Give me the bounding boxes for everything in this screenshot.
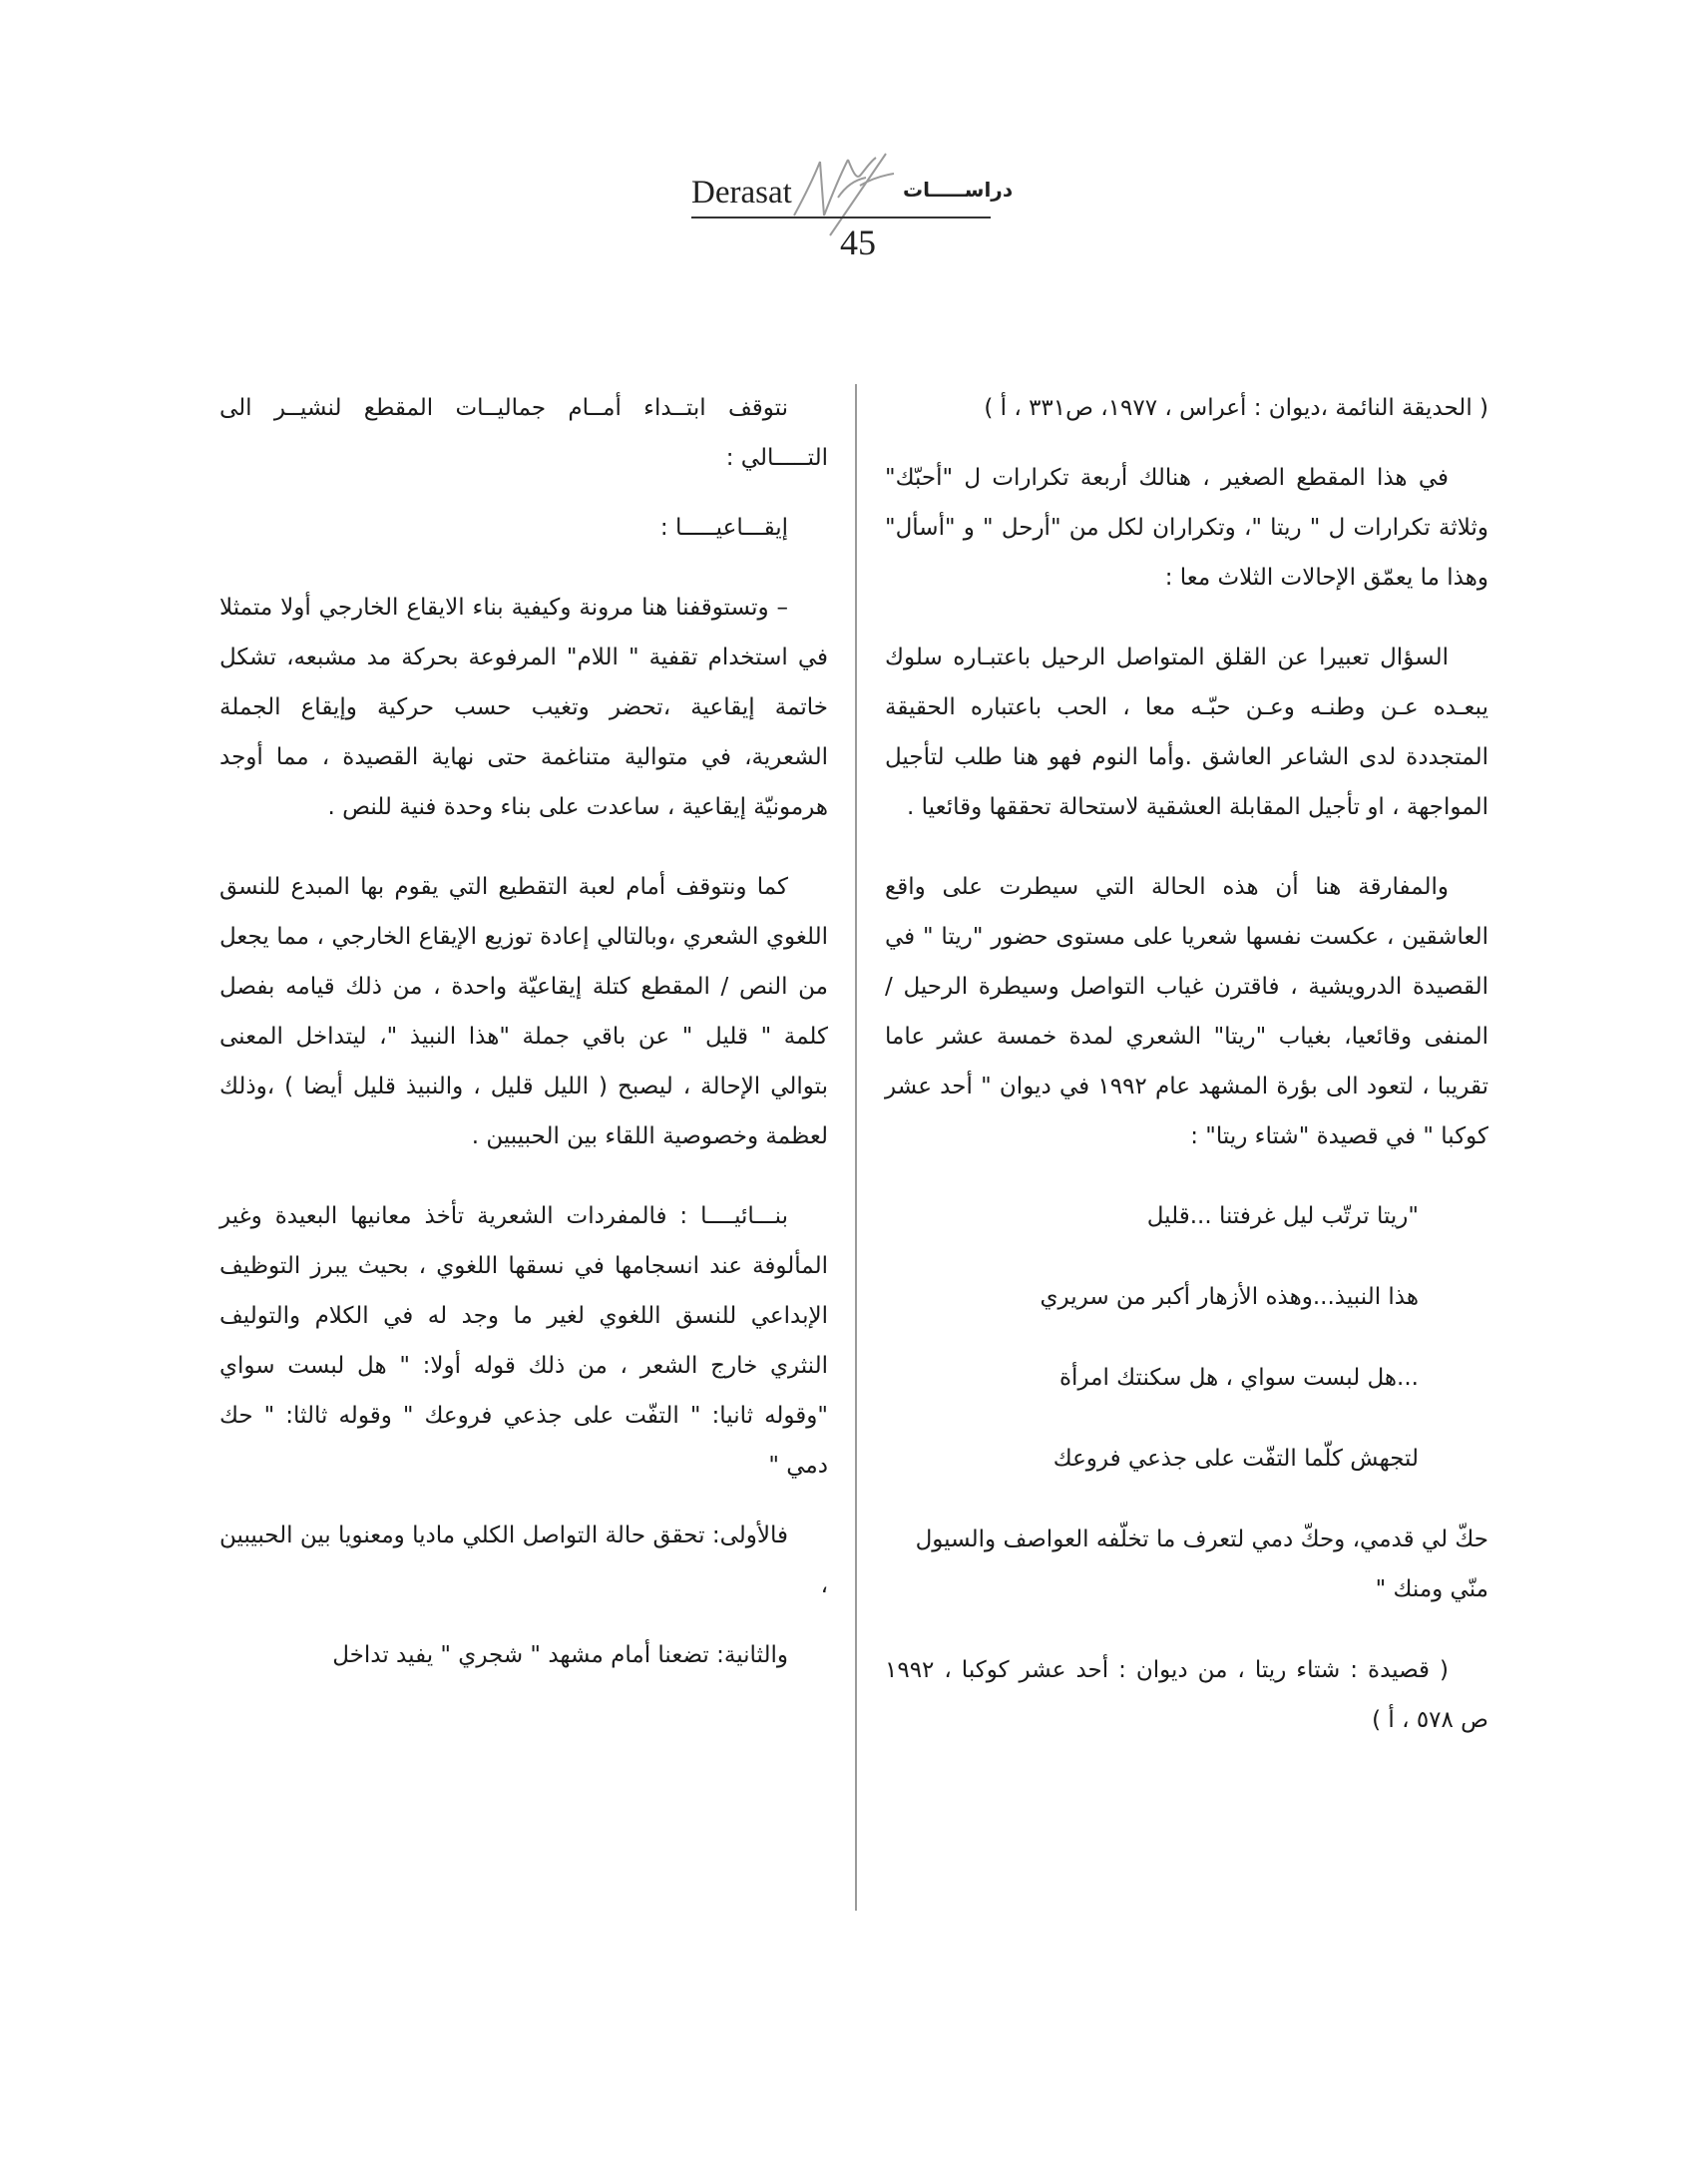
left-column <box>219 383 828 1710</box>
paragraph: والثانية: تضعنا أمام مشهد " شجري " يفيد تداخل <box>332 1642 788 1668</box>
poem-line: حكّ لي قدمي، وحكّ دمي لتعرف ما تخلّفه العواصف والسيول منّي ومنك " <box>915 1527 1488 1602</box>
poem-block <box>885 1191 1488 1614</box>
header-rule <box>691 217 991 218</box>
journal-title-latin: Derasat <box>691 175 792 211</box>
right-column <box>885 383 1488 1775</box>
paragraph: السؤال تعبيرا عن القلق المتواصل الرحيل باعتبـاره سلوك يبعـده عـن وطنـه وعـن حبّـه معا ، الحب باعتباره الحقيقة المتجددة لدى الشاعر العاشق .وأما النوم فهو هنا طلب لتأجيل المواجهة ، او تأجيل المقابلة العشقية لاستحالة تحققها وقائعيا . <box>885 645 1488 820</box>
column-divider <box>855 384 857 1911</box>
paragraph: – وتستوقفنا هنا مرونة وكيفية بناء الايقاع الخارجي أولا متمثلا في استخدام تقفية " اللام" المرفوعة بحركة مد مشبعه، تشكل خاتمة إيقاعية ،تحضر وتغيب حسب حركية وإيقاع الجملة الشعرية، في متوالية متناغمة حتى نهاية القصيدة ، مما أوجد هرمونيّة إيقاعية ، ساعدت على بناء وحدة فنية للنص . <box>219 595 828 820</box>
paragraph: كما ونتوقف أمام لعبة التقطيع التي يقوم بها المبدع للنسق اللغوي الشعري ،وبالتالي إعادة توزيع الإيقاع الخارجي ، مما يجعل من النص / المقطع كتلة إيقاعيّة واحدة ، من ذلك قيامه بفصل كلمة " قليل " عن باقي جملة "هذا النبيذ "، ليتداخل المعنى بتوالي الإحالة ، ليصبح ( الليل قليل ، والنبيذ قليل أيضا ) ،وذلك لعظمة وخصوصية اللقاء بين الحبيبين . <box>219 874 828 1149</box>
paragraph: والمفارقة هنا أن هذه الحالة التي سيطرت على واقع العاشقين ، عكست نفسها شعريا على مستوى حضور "ريتا " في القصيدة الدرويشية ، فاقترن غياب التواصل وسيطرة الرحيل / المنفى وقائعيا، بغياب "ريتا" الشعري لمدة خمسة عشر عاما تقريبا ، لتعود الى بؤرة المشهد عام ١٩٩٢ في ديوان " أحد عشر كوكبا " في قصيدة "شتاء ريتا" : <box>885 874 1489 1149</box>
section-heading: إيقـــاعيـــــا : <box>659 515 788 541</box>
poem-line: "ريتا ترتّب ليل غرفتنا ...قليل <box>1146 1203 1419 1229</box>
paragraph: نتوقف ابتــداء أمــام جماليــات المقطع لنشيــر الى التـــــالي : <box>219 395 828 471</box>
poem-line: ...هل لبست سواي ، هل سكنتك امرأة <box>1059 1365 1419 1391</box>
citation-top: ( الحديقة النائمة ،ديوان : أعراس ، ١٩٧٧، ص٣٣١ ، أ ) <box>984 395 1488 421</box>
poem-line: لتجهش كلّما التفّت على جذعي فروعك <box>1052 1446 1419 1472</box>
paragraph: بنـــائيــــا : فالمفردات الشعرية تأخذ معانيها البعيدة وغير المألوفة عند انسجامها في نسقها اللغوي ، بحيث يبرز التوظيف الإبداعي للنسق اللغوي لغير ما وجد له في الكلام والتوليف النثري خارج الشعر ، من ذلك قوله أولا: " هل لبست سواي "وقوله ثانيا: " التفّت على جذعي فروعك " وقوله ثالثا: " حك دمي " <box>219 1203 828 1479</box>
page-number: 45 <box>840 222 876 262</box>
journal-title-arabic: دراســـــات <box>903 178 1014 202</box>
citation-bottom: ( قصيدة : شتاء ريتا ، من ديوان : أحد عشر كوكبا ، ١٩٩٢ ص ٥٧٨ ، أ ) <box>885 1657 1488 1733</box>
page-header <box>0 150 1682 262</box>
poem-line: هذا النبيذ...وهذه الأزهار أكبر من سريري <box>1040 1284 1419 1310</box>
paragraph: فالأولى: تحقق حالة التواصل الكلي ماديا ومعنويا بين الحبيبين ، <box>219 1523 828 1598</box>
paragraph: في هذا المقطع الصغير ، هنالك أربعة تكرارات ل "أحبّك" وثلاثة تكرارات ل " ريتا "، وتكراران لكل من "أرحل " و "أسأل" وهذا ما يعمّق الإحالات الثلاث معا : <box>885 465 1488 591</box>
